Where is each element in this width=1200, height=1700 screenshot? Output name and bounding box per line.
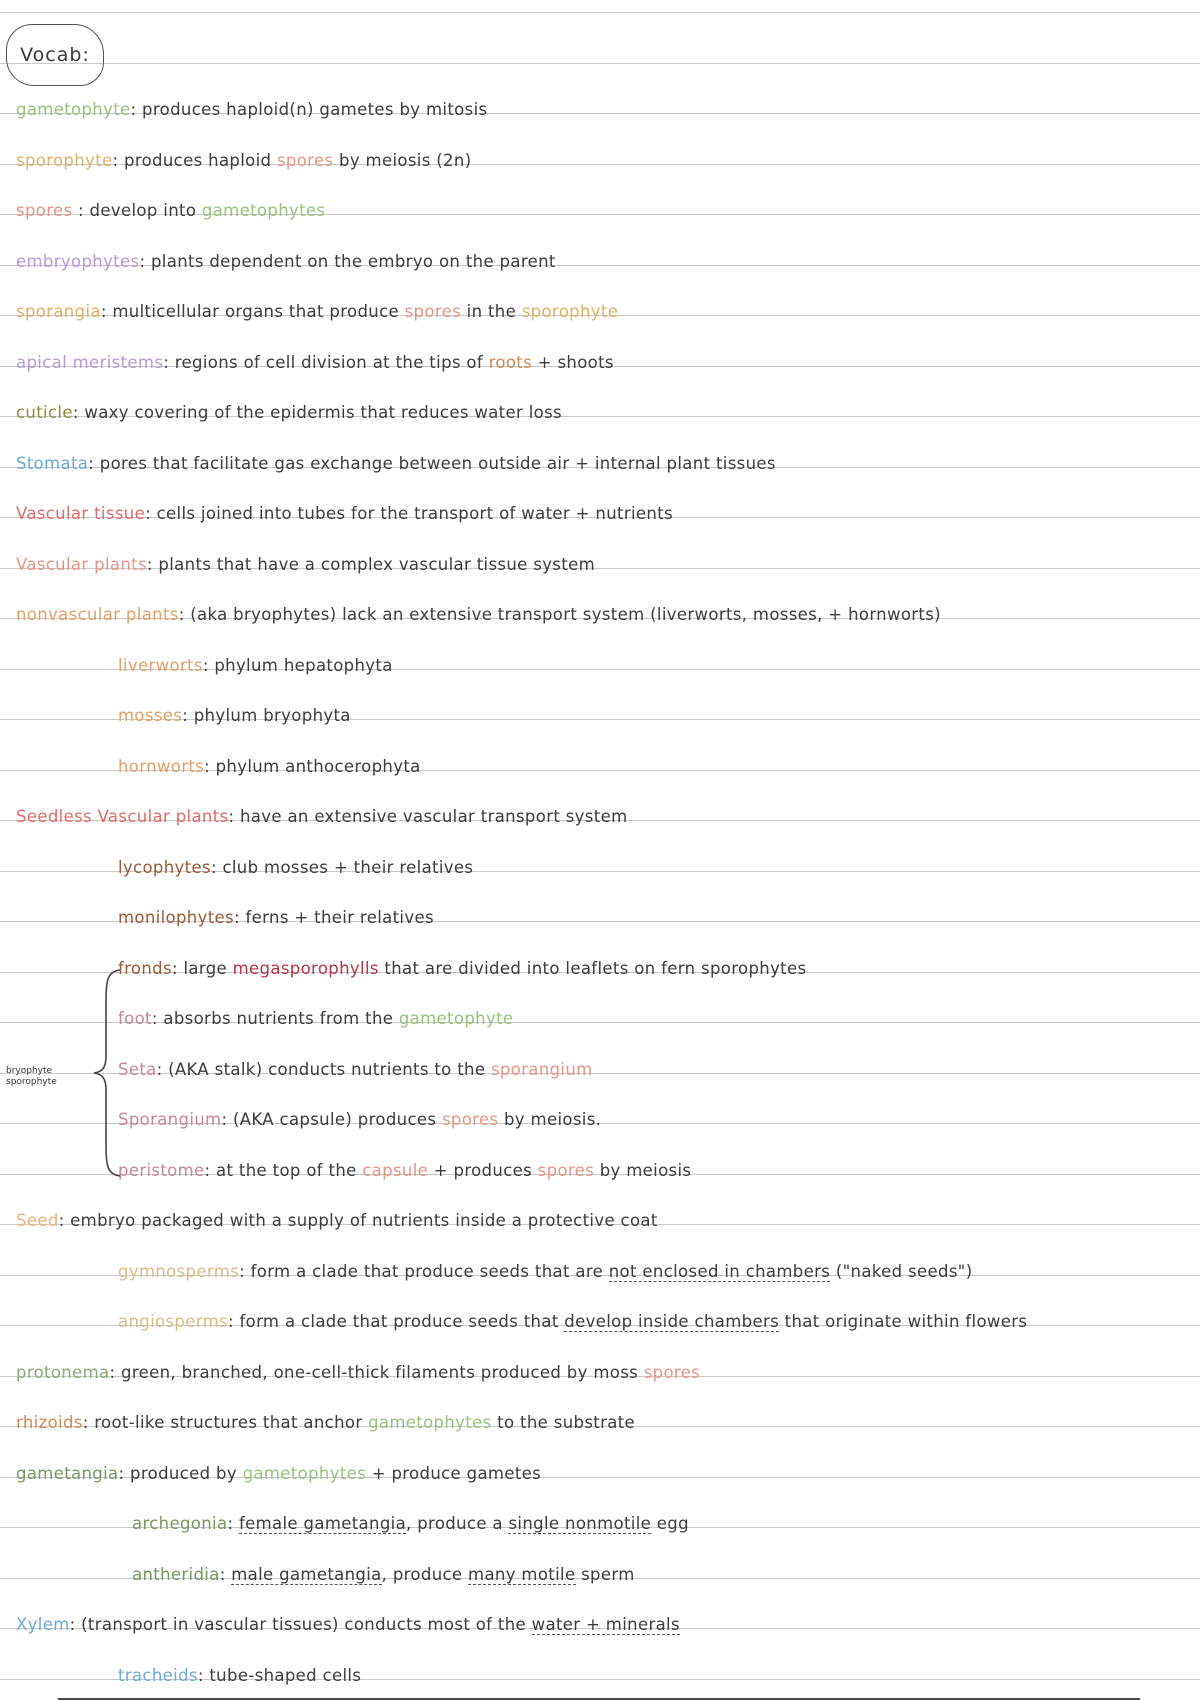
vocab-text: : pores that facilitate gas exchange between outside air + internal plant tissues — [88, 454, 776, 473]
vocab-line — [0, 1457, 1200, 1491]
vocab-text: by meiosis. — [498, 1110, 602, 1129]
page-heading: Vocab: — [6, 24, 104, 86]
vocab-term: apical meristems — [16, 353, 164, 372]
vocab-term: nonvascular plants — [16, 605, 179, 624]
side-note-line-2: sporophyte — [6, 1077, 57, 1087]
vocab-term: Stomata — [16, 454, 89, 473]
vocab-text: female gametangia — [238, 1514, 407, 1533]
vocab-term: cuticle — [16, 403, 73, 422]
vocab-line — [0, 245, 1200, 279]
vocab-text: to the substrate — [491, 1413, 636, 1432]
vocab-term: Sporangium — [118, 1110, 222, 1129]
vocab-line — [0, 598, 1200, 632]
vocab-text: : produces haploid — [112, 151, 277, 170]
vocab-text: male gametangia — [231, 1565, 382, 1584]
vocab-text: : root-like structures that anchor — [82, 1413, 369, 1432]
vocab-text: , produce — [381, 1565, 469, 1584]
vocab-text: roots — [488, 353, 533, 372]
vocab-text: : develop into — [72, 201, 202, 220]
vocab-text: egg — [651, 1514, 689, 1533]
vocab-text: : — [227, 1514, 239, 1533]
vocab-text: : green, branched, one-cell-thick filaments produced by moss — [109, 1363, 644, 1382]
vocab-term: protonema — [16, 1363, 110, 1382]
vocab-line — [0, 144, 1200, 178]
vocab-text: capsule — [362, 1161, 429, 1180]
vocab-text: in the — [461, 302, 522, 321]
vocab-text: : plants dependent on the embryo on the parent — [139, 252, 556, 271]
vocab-term: peristome — [118, 1161, 205, 1180]
vocab-text: spores — [643, 1363, 701, 1382]
vocab-text: : (AKA stalk) conducts nutrients to the — [156, 1060, 491, 1079]
vocab-line — [0, 396, 1200, 430]
vocab-term: Seedless Vascular plants — [16, 807, 229, 826]
bryophyte-sporophyte-note — [6, 1066, 57, 1088]
vocab-line — [0, 1154, 1200, 1188]
vocab-text: water + minerals — [531, 1615, 680, 1634]
vocab-text: gametophytes — [201, 201, 326, 220]
vocab-text: : absorbs nutrients from the — [151, 1009, 399, 1028]
vocab-text: ("naked seeds") — [830, 1262, 973, 1281]
vocab-text: : at the top of the — [204, 1161, 363, 1180]
vocab-term: hornworts — [118, 757, 205, 776]
vocab-text: + produces — [428, 1161, 538, 1180]
vocab-term: Vascular tissue — [16, 504, 146, 523]
vocab-text: single nonmotile — [508, 1514, 652, 1533]
ruled-line — [0, 63, 1200, 64]
vocab-text: many motile — [468, 1565, 576, 1584]
vocab-line — [0, 1558, 1200, 1592]
vocab-text: develop inside chambers — [564, 1312, 780, 1331]
vocab-term: sporophyte — [16, 151, 113, 170]
vocab-term: embryophytes — [16, 252, 140, 271]
vocab-text: : phylum anthocerophyta — [204, 757, 421, 776]
vocab-text: : cells joined into tubes for the transport of water + nutrients — [145, 504, 673, 523]
vocab-term: archegonia — [132, 1514, 228, 1533]
vocab-text: sporophyte — [521, 302, 619, 321]
bracket-brace — [92, 968, 122, 1178]
vocab-line — [0, 497, 1200, 531]
side-note-line-1: bryophyte — [6, 1066, 53, 1076]
vocab-text: : form a clade that produce seeds that — [227, 1312, 565, 1331]
vocab-line — [0, 447, 1200, 481]
vocab-term: foot — [118, 1009, 152, 1028]
vocab-term: monilophytes — [118, 908, 235, 927]
vocab-text: : large — [171, 959, 233, 978]
vocab-text: not enclosed in chambers — [608, 1262, 831, 1281]
vocab-line — [0, 1204, 1200, 1238]
vocab-text: that are divided into leaflets on fern sporophytes — [378, 959, 807, 978]
ruled-line — [0, 12, 1200, 13]
vocab-text: : produced by — [118, 1464, 243, 1483]
vocab-text: : — [219, 1565, 232, 1584]
vocab-line — [0, 1608, 1200, 1642]
vocab-line — [0, 800, 1200, 834]
vocab-line — [0, 1406, 1200, 1440]
vocab-text: gametophytes — [368, 1413, 492, 1432]
vocab-line — [0, 295, 1200, 329]
vocab-text: : waxy covering of the epidermis that reduces water loss — [72, 403, 563, 422]
vocab-term: liverworts — [118, 656, 203, 675]
vocab-line — [0, 649, 1200, 683]
vocab-line — [0, 1507, 1200, 1541]
vocab-line — [0, 548, 1200, 582]
vocab-text: spores — [276, 151, 334, 170]
vocab-line — [0, 901, 1200, 935]
vocab-text: gametophyte — [398, 1009, 514, 1028]
vocab-term: antheridia — [132, 1565, 220, 1584]
vocab-term: gametangia — [16, 1464, 119, 1483]
vocab-text: gametophytes — [242, 1464, 367, 1483]
vocab-text: : produces haploid(n) gametes by mitosis — [130, 100, 488, 119]
vocab-term: fronds — [118, 959, 172, 978]
vocab-line — [0, 1305, 1200, 1339]
vocab-text: : (transport in vascular tissues) conducts most of the — [69, 1615, 532, 1634]
vocab-line — [0, 1356, 1200, 1390]
vocab-term: rhizoids — [16, 1413, 83, 1432]
vocab-text: sporangium — [490, 1060, 593, 1079]
vocab-term: gametophyte — [16, 100, 131, 119]
vocab-term: mosses — [118, 706, 183, 725]
vocab-line — [0, 851, 1200, 885]
vocab-text: by meiosis (2n) — [333, 151, 472, 170]
vocab-text: : plants that have a complex vascular tissue system — [146, 555, 595, 574]
vocab-term: tracheids — [118, 1666, 198, 1685]
vocab-term: Seed — [16, 1211, 59, 1230]
vocab-line — [0, 346, 1200, 380]
vocab-text: by meiosis — [594, 1161, 692, 1180]
vocab-term: lycophytes — [118, 858, 211, 877]
vocab-text: megasporophylls — [232, 959, 379, 978]
vocab-text: : tube-shaped cells — [197, 1666, 362, 1685]
vocab-term: sporangia — [16, 302, 101, 321]
vocab-text: : ferns + their relatives — [234, 908, 434, 927]
vocab-line — [0, 194, 1200, 228]
vocab-term: Seta — [118, 1060, 157, 1079]
vocab-line — [0, 952, 1200, 986]
vocab-text: : (AKA capsule) produces — [221, 1110, 442, 1129]
vocab-line — [0, 1255, 1200, 1289]
vocab-text: that originate within flowers — [779, 1312, 1028, 1331]
vocab-line — [0, 93, 1200, 127]
vocab-text: : club mosses + their relatives — [210, 858, 474, 877]
vocab-text: + produce gametes — [366, 1464, 542, 1483]
vocab-text: spores — [441, 1110, 499, 1129]
vocab-term: spores — [16, 201, 73, 220]
vocab-text: : have an extensive vascular transport system — [228, 807, 628, 826]
vocab-text: spores — [537, 1161, 595, 1180]
vocab-term: angiosperms — [118, 1312, 228, 1331]
vocab-line — [0, 1053, 1200, 1087]
vocab-text: , produce a — [406, 1514, 509, 1533]
vocab-term: Xylem — [16, 1615, 70, 1634]
vocab-text: + shoots — [532, 353, 614, 372]
vocab-text: sperm — [575, 1565, 635, 1584]
vocab-text: : regions of cell division at the tips of — [163, 353, 489, 372]
vocab-text: : embryo packaged with a supply of nutrients inside a protective coat — [58, 1211, 658, 1230]
vocab-text: : multicellular organs that produce — [100, 302, 405, 321]
vocab-line — [0, 1002, 1200, 1036]
vocab-term: gymnosperms — [118, 1262, 240, 1281]
vocab-text: : phylum bryophyta — [182, 706, 351, 725]
vocab-text: spores — [404, 302, 462, 321]
vocab-term: Vascular plants — [16, 555, 147, 574]
vocab-line — [0, 1659, 1200, 1693]
vocab-line — [0, 699, 1200, 733]
vocab-line — [0, 1103, 1200, 1137]
vocab-text: : form a clade that produce seeds that are — [239, 1262, 609, 1281]
vocab-text: : phylum hepatophyta — [202, 656, 393, 675]
vocab-line — [0, 750, 1200, 784]
vocab-text: : (aka bryophytes) lack an extensive transport system (liverworts, mosses, + hornworts) — [178, 605, 941, 624]
